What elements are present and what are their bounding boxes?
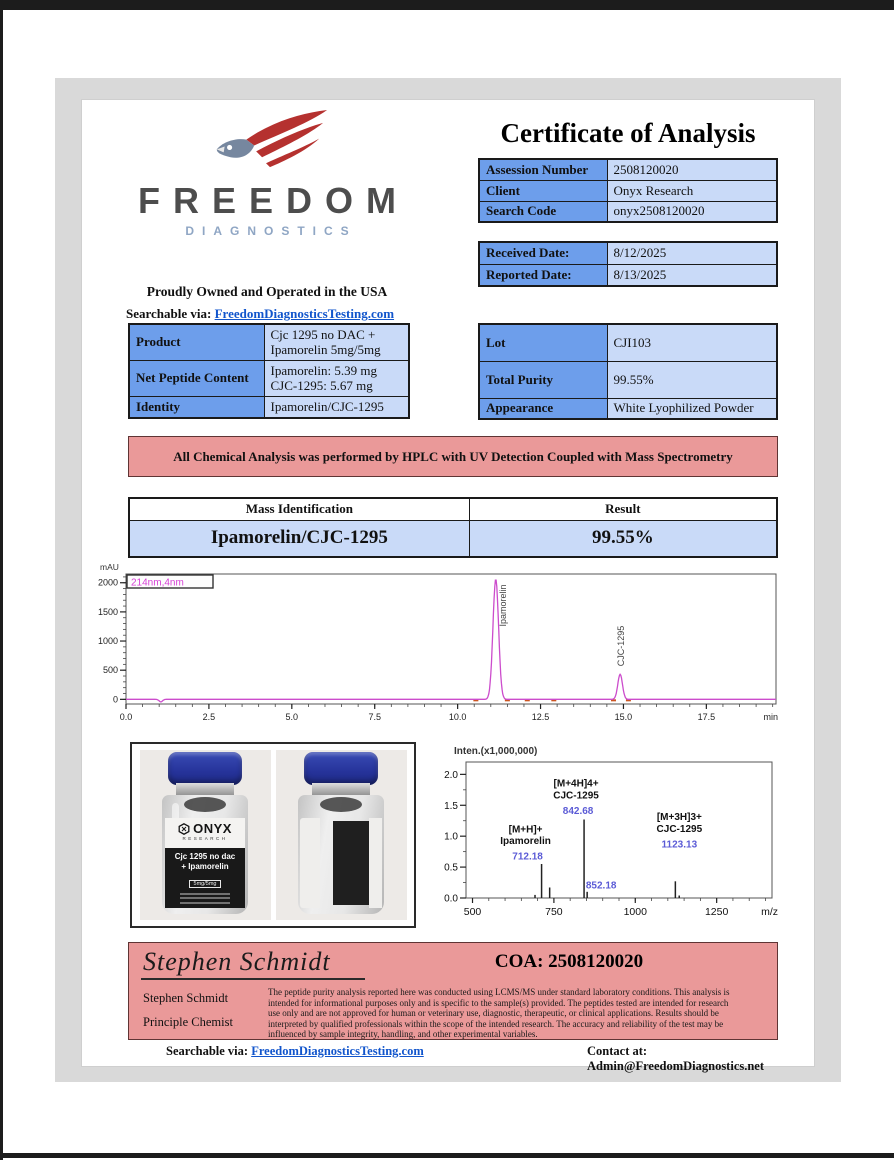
hplc-xtick-label: 12.5 [531,712,550,722]
product-value-line: CJC-1295: 5.67 mg [270,378,373,393]
fine-print-line [180,893,230,895]
lot-label: Appearance [479,398,607,419]
product-value-line: Cjc 1295 no DAC + [270,326,376,342]
hplc-peak-label: CJC-1295 [616,625,627,667]
vial-product-line: + Ipamorelin [181,862,229,871]
ms-peak-annotation: Ipamorelin [500,836,551,848]
ms-peak-value: 1123.13 [661,839,698,851]
ms-peak-value: 842.68 [562,805,594,817]
tagline: Proudly Owned and Operated in the USA [146,284,388,299]
hplc-ytick-label: 0 [112,694,118,705]
screen-border-left [0,0,3,1160]
hplc-ytick-label: 2000 [97,577,118,588]
label-edge [369,818,382,908]
chemist-name: Stephen Schmidt [143,991,229,1005]
table-row [129,520,777,557]
product-value [264,360,409,396]
hplc-yaxis-title: mAU [100,562,119,572]
vial-label-brand-area [165,818,245,848]
mass-identification-table [128,497,778,558]
ms-ytick-label: 0.0 [444,893,458,905]
page-background-mat [55,78,841,1082]
vial-stopper [184,797,226,812]
info-label: Search Code [479,201,607,222]
searchable-link[interactable]: FreedomDiagnosticsTesting.com [214,306,395,321]
table-row [129,324,409,360]
ms-intensity-title: Inten.(x1,000,000) [454,746,538,757]
vial-photo-front [140,750,271,920]
ms-peak-annotation: [M+4H]4+ [553,778,599,790]
mass-spectrum-chart [428,742,782,932]
table-row [129,396,409,418]
hplc-chromatogram-chart [90,562,782,734]
page-title: Certificate of Analysis [500,118,756,148]
certification-footer [128,942,778,1040]
freedom-diagnostics-logo [117,108,417,238]
ms-peak-annotation: CJC-1295 [553,790,599,802]
ms-xaxis-title: m/z [761,906,778,918]
info-value: Onyx Research [607,180,777,201]
accession-info-table [478,158,778,223]
date-value: 8/12/2025 [607,242,777,264]
lot-value: White Lyophilized Powder [607,398,777,419]
ms-peak-annotation: CJC-1295 [656,823,703,835]
product-value-line: Ipamorelin: 5.39 mg [270,362,378,378]
dates-table [478,241,778,287]
fine-print-line [180,902,230,904]
product-label: Identity [129,396,264,418]
date-label: Received Date: [479,242,607,264]
vial-back [297,752,385,914]
vial-stopper [320,797,362,812]
product-vial-photos [130,742,416,928]
mass-id-value: Ipamorelin/CJC-1295 [129,520,469,557]
screen-border-top [0,0,894,10]
disclaimer-text: The peptide purity analysis reported here was conducted using LCMS/MS under standard laboratory conditions. This analysis is intended for informational purposes only and is specific to the sample(s) provided. The peptides tested are intended for research use only and are not approved for human or veterinary use, diagnostic, therapeutic, or clinical applications. Results should be interpreted by qualified professionals within the scope of the intended research. The accuracy and reliability of the test may be influenced by sample integrity, handling, and other experimental variables. [268,987,730,1040]
hplc-xtick-label: 10.0 [448,712,467,722]
table-row [479,180,777,201]
hplc-peak-label: Ipamorelin [497,584,508,627]
chemist-title: Principle Chemist [143,1015,233,1029]
hplc-xtick-label: 0.0 [119,712,133,722]
hplc-xaxis-title: min [763,712,778,722]
lot-value: 99.55% [607,361,777,398]
lot-table [478,323,778,420]
coa-document [82,100,814,1073]
label-back-dark-area [333,821,369,905]
ms-peak-value: 852.18 [585,880,617,892]
analysis-method-banner: All Chemical Analysis was performed by HPLC with UV Detection Coupled with Mass Spectrometry [128,436,778,477]
footer-searchable [166,1044,424,1059]
vial-cap [304,752,378,785]
hplc-xtick-label: 7.5 [368,712,381,722]
hplc-xtick-label: 5.0 [285,712,299,722]
logo-text: FREEDOM [138,180,409,221]
ms-ytick-label: 1.5 [444,800,458,812]
table-row [479,398,777,419]
searchable-line [126,306,394,322]
hplc-xtick-label: 15.0 [614,712,633,722]
footer-searchable-label: Searchable via: [166,1044,249,1058]
ms-xtick-label: 750 [545,906,563,918]
vial-label-back-view [300,818,382,908]
product-value-line: Ipamorelin 5mg/5mg [270,342,381,358]
vial-label-product-area [165,848,245,908]
ms-peak-annotation: [M+3H]3+ [656,812,702,824]
ms-xtick-label: 500 [463,906,482,918]
eagle-logo-icon [203,108,331,182]
ms-xtick-label: 1250 [704,906,729,918]
result-header: Result [469,498,777,520]
info-value: 2508120020 [607,159,777,180]
product-value [264,324,409,360]
ms-ytick-label: 1.0 [444,831,458,843]
vial-label [165,818,245,908]
hplc-xtick-label: 17.5 [697,712,716,722]
hplc-ytick-label: 1500 [97,606,118,617]
footer-searchable-link[interactable]: FreedomDiagnosticsTesting.com [251,1044,424,1058]
vial-brand-sub: RESEARCH [182,836,228,841]
searchable-label: Searchable via: [126,306,212,321]
table-row [479,242,777,264]
vial-product-line: Cjc 1295 no dac [174,852,236,861]
date-value: 8/13/2025 [607,264,777,286]
vial-brand: ONYX [193,821,232,836]
lot-label: Lot [479,324,607,361]
ms-ytick-label: 0.5 [444,862,458,874]
lot-value: CJI103 [607,324,777,361]
lot-label: Total Purity [479,361,607,398]
info-label: Client [479,180,607,201]
table-row [479,264,777,286]
label-edge [300,818,320,908]
vial-body [162,795,248,914]
footer-contact-label: Contact at: [587,1044,648,1058]
table-row [479,361,777,398]
product-table [128,323,410,419]
logo-subtext: DIAGNOSTICS [185,223,357,238]
table-row [129,360,409,396]
vial-cap [168,752,242,785]
chemist-signature: Stephen Schmidt [141,947,365,980]
footer-contact [587,1044,778,1074]
ms-xtick-label: 1000 [623,906,647,918]
info-value: onyx2508120020 [607,201,777,222]
ms-peak-value: 712.18 [512,851,543,863]
vial-front [161,752,249,914]
vial-body [298,795,384,914]
fine-print-line [180,897,230,899]
table-row [129,498,777,520]
footer-contact-value: Admin@FreedomDiagnostics.net [587,1059,765,1073]
product-label: Net Peptide Content [129,360,264,396]
table-row [479,159,777,180]
hplc-xtick-label: 2.5 [202,712,216,722]
coa-number: COA: 2508120020 [494,951,644,972]
table-row [479,324,777,361]
date-label: Reported Date: [479,264,607,286]
screen-border-bottom [0,1153,894,1158]
vial-dosage-badge: 5mg/5mg [189,880,222,888]
hexagon-brand-icon [178,823,190,835]
ms-peak-annotation: [M+H]+ [508,824,543,836]
info-label: Assession Number [479,159,607,180]
mass-id-header: Mass Identification [129,498,469,520]
hplc-legend-label: 214nm,4nm [131,577,184,589]
hplc-ytick-label: 1000 [97,636,118,647]
ms-ytick-label: 2.0 [444,769,458,781]
table-row [479,201,777,222]
hplc-ytick-label: 500 [102,665,118,676]
product-value: Ipamorelin/CJC-1295 [264,396,409,418]
product-label: Product [129,324,264,360]
vial-photo-back [276,750,407,920]
result-value: 99.55% [469,520,777,557]
